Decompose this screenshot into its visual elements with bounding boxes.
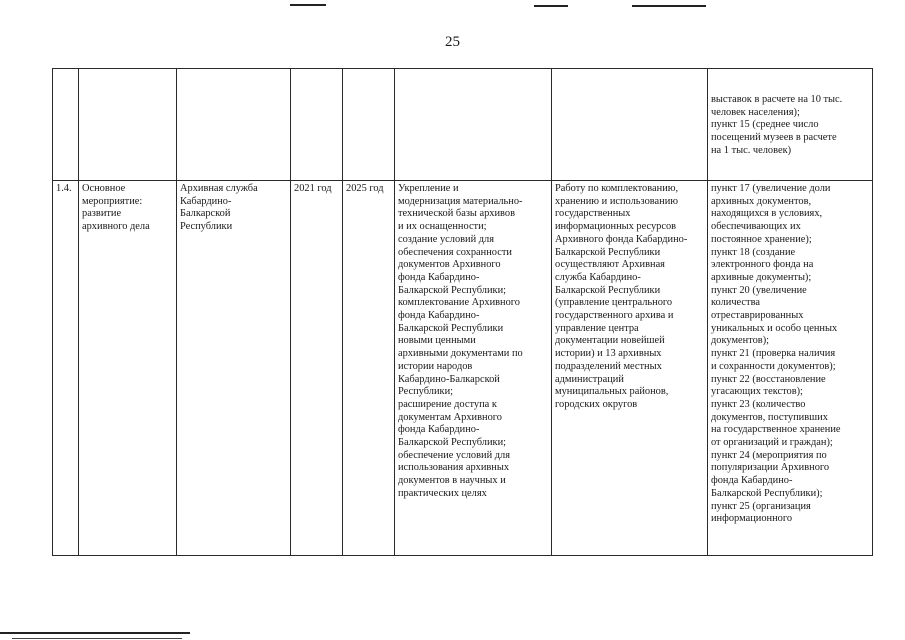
text-line: посещений музеев в расчете (711, 132, 837, 144)
text-line: документов в научных и (398, 475, 506, 487)
cell-responsible (177, 69, 291, 181)
cell-description (552, 181, 708, 556)
cell-event (79, 69, 177, 181)
text-line: угасающих текстов); (711, 386, 803, 398)
text-line: создание условий для (398, 233, 495, 245)
cell-indicators (708, 181, 873, 556)
text-line: уникальных и особо ценных (711, 322, 838, 334)
text-line: фонда Кабардино- (398, 271, 480, 283)
text-line: архивных документов, (711, 195, 812, 207)
text-line: пункт 23 (количество (711, 398, 806, 410)
cell-indicators (708, 69, 873, 181)
footnote-rule (0, 632, 190, 634)
text-line: пункт 25 (организация (711, 500, 811, 512)
text-line: Кабардино-Балкарской (398, 373, 500, 385)
text-line: Архивного фонда Кабардино- (555, 233, 688, 245)
text-line: информационного (711, 513, 793, 525)
text-line: управление центра (555, 322, 639, 334)
table-row (53, 181, 873, 556)
text-line: использования архивных (398, 462, 510, 474)
text-line: Балкарской Республики); (711, 487, 823, 499)
text-line: расширение доступа к (398, 398, 497, 410)
text-line: фонда Кабардино- (711, 475, 793, 487)
text-line: пункт 22 (восстановление (711, 373, 826, 385)
page-number: 25 (445, 34, 460, 50)
cell-end-year (343, 69, 395, 181)
text-line: Республики; (398, 386, 454, 398)
text-line: человек населения); (711, 106, 800, 118)
text-line: на государственное хранение (711, 424, 841, 436)
text-line: на 1 тыс. человек) (711, 144, 792, 156)
cell-number: 1.4. (53, 181, 79, 556)
text-line: городских округов (555, 398, 638, 410)
text-line: архивные документы); (711, 271, 812, 283)
cell-description (552, 69, 708, 181)
cell-end-year: 2025 год (343, 181, 395, 556)
text-line: Кабардино- (180, 195, 232, 207)
text-line: фонда Кабардино- (398, 424, 480, 436)
text-line: мероприятие: (82, 195, 143, 207)
text-line: пункт 17 (увеличение доли (711, 183, 831, 194)
cell-event (79, 181, 177, 556)
text-line: обеспечения сохранности (398, 246, 512, 258)
text-line: Республики (180, 221, 233, 233)
text-line: документам Архивного (398, 411, 502, 423)
cell-number (53, 69, 79, 181)
text-line: пункт 24 (мероприятия по (711, 449, 827, 461)
text-line: муниципальных районов, (555, 386, 669, 398)
text-line: находящихся в условиях, (711, 208, 823, 220)
text-line: Балкарской (180, 208, 231, 220)
text-line: комплектование Архивного (398, 297, 520, 309)
responsible-lines (180, 183, 287, 234)
text-line: электронного фонда на (711, 259, 814, 271)
text-line: модернизация материально- (398, 195, 523, 207)
text-line: от организаций и граждан); (711, 437, 833, 449)
text-line: практических целях (398, 487, 487, 499)
text-line: Балкарской Республики (398, 322, 504, 334)
text-line: Балкарской Республики; (398, 437, 507, 449)
cell-start-year (291, 69, 343, 181)
text-line: осуществляют Архивная (555, 259, 665, 271)
text-line: Балкарской Республики; (398, 284, 507, 296)
text-line: фонда Кабардино- (398, 310, 480, 322)
text-line: Основное (82, 183, 126, 194)
text-line: количества (711, 297, 760, 309)
indicator-lines (711, 183, 869, 526)
text-line: новыми ценными (398, 335, 476, 347)
program-table (52, 68, 873, 556)
text-line: администраций (555, 373, 624, 385)
text-line: пункт 21 (проверка наличия (711, 348, 836, 360)
text-line: истории) и 13 архивных (555, 348, 662, 360)
scan-mark (632, 5, 706, 7)
text-line: Работу по комплектованию, (555, 183, 679, 194)
text-line: документов Архивного (398, 259, 501, 271)
continuation-row (53, 69, 873, 181)
text-line: государственного архива и (555, 310, 674, 322)
text-line: отреставрированных (711, 310, 804, 322)
text-line: Балкарской Республики (555, 246, 661, 258)
text-line: подразделений местных (555, 360, 662, 372)
text-line: популяризации Архивного (711, 462, 830, 474)
text-line: истории народов (398, 360, 473, 372)
text-line: развитие (82, 208, 122, 220)
cell-goals (395, 69, 552, 181)
description-lines (555, 183, 704, 412)
text-line: хранению и использованию (555, 195, 679, 207)
text-line: Укрепление и (398, 183, 459, 194)
cell-goals (395, 181, 552, 556)
text-line: пункт 18 (создание (711, 246, 796, 258)
text-line: обеспечивающих их (711, 221, 801, 233)
event-lines (82, 183, 173, 234)
text-line: документов); (711, 335, 770, 347)
indicator-lines (711, 94, 869, 158)
goal-lines (398, 183, 548, 501)
text-line: Архивная служба (180, 183, 258, 194)
text-line: технической базы архивов (398, 208, 515, 220)
text-line: пункт 15 (среднее число (711, 119, 819, 131)
text-line: архивного дела (82, 221, 150, 233)
text-line: государственных (555, 208, 631, 220)
text-line: информационных ресурсов (555, 221, 677, 233)
text-line: документации новейшей (555, 335, 665, 347)
scan-mark (290, 4, 326, 6)
text-line: служба Кабардино- (555, 271, 641, 283)
text-line: (управление центрального (555, 297, 673, 309)
scan-mark (534, 5, 568, 7)
text-line: и их оснащенности; (398, 221, 487, 233)
text-line: выставок в расчете на 10 тыс. (711, 94, 843, 105)
cell-start-year: 2021 год (291, 181, 343, 556)
text-line: и сохранности документов); (711, 360, 836, 372)
text-line: документов, поступивших (711, 411, 828, 423)
cell-responsible (177, 181, 291, 556)
text-line: Балкарской Республики (555, 284, 661, 296)
text-line: постоянное хранение); (711, 233, 812, 245)
footnote-rule (12, 638, 182, 639)
text-line: обеспечение условий для (398, 449, 510, 461)
text-line: архивными документами по (398, 348, 523, 360)
text-line: пункт 20 (увеличение (711, 284, 807, 296)
